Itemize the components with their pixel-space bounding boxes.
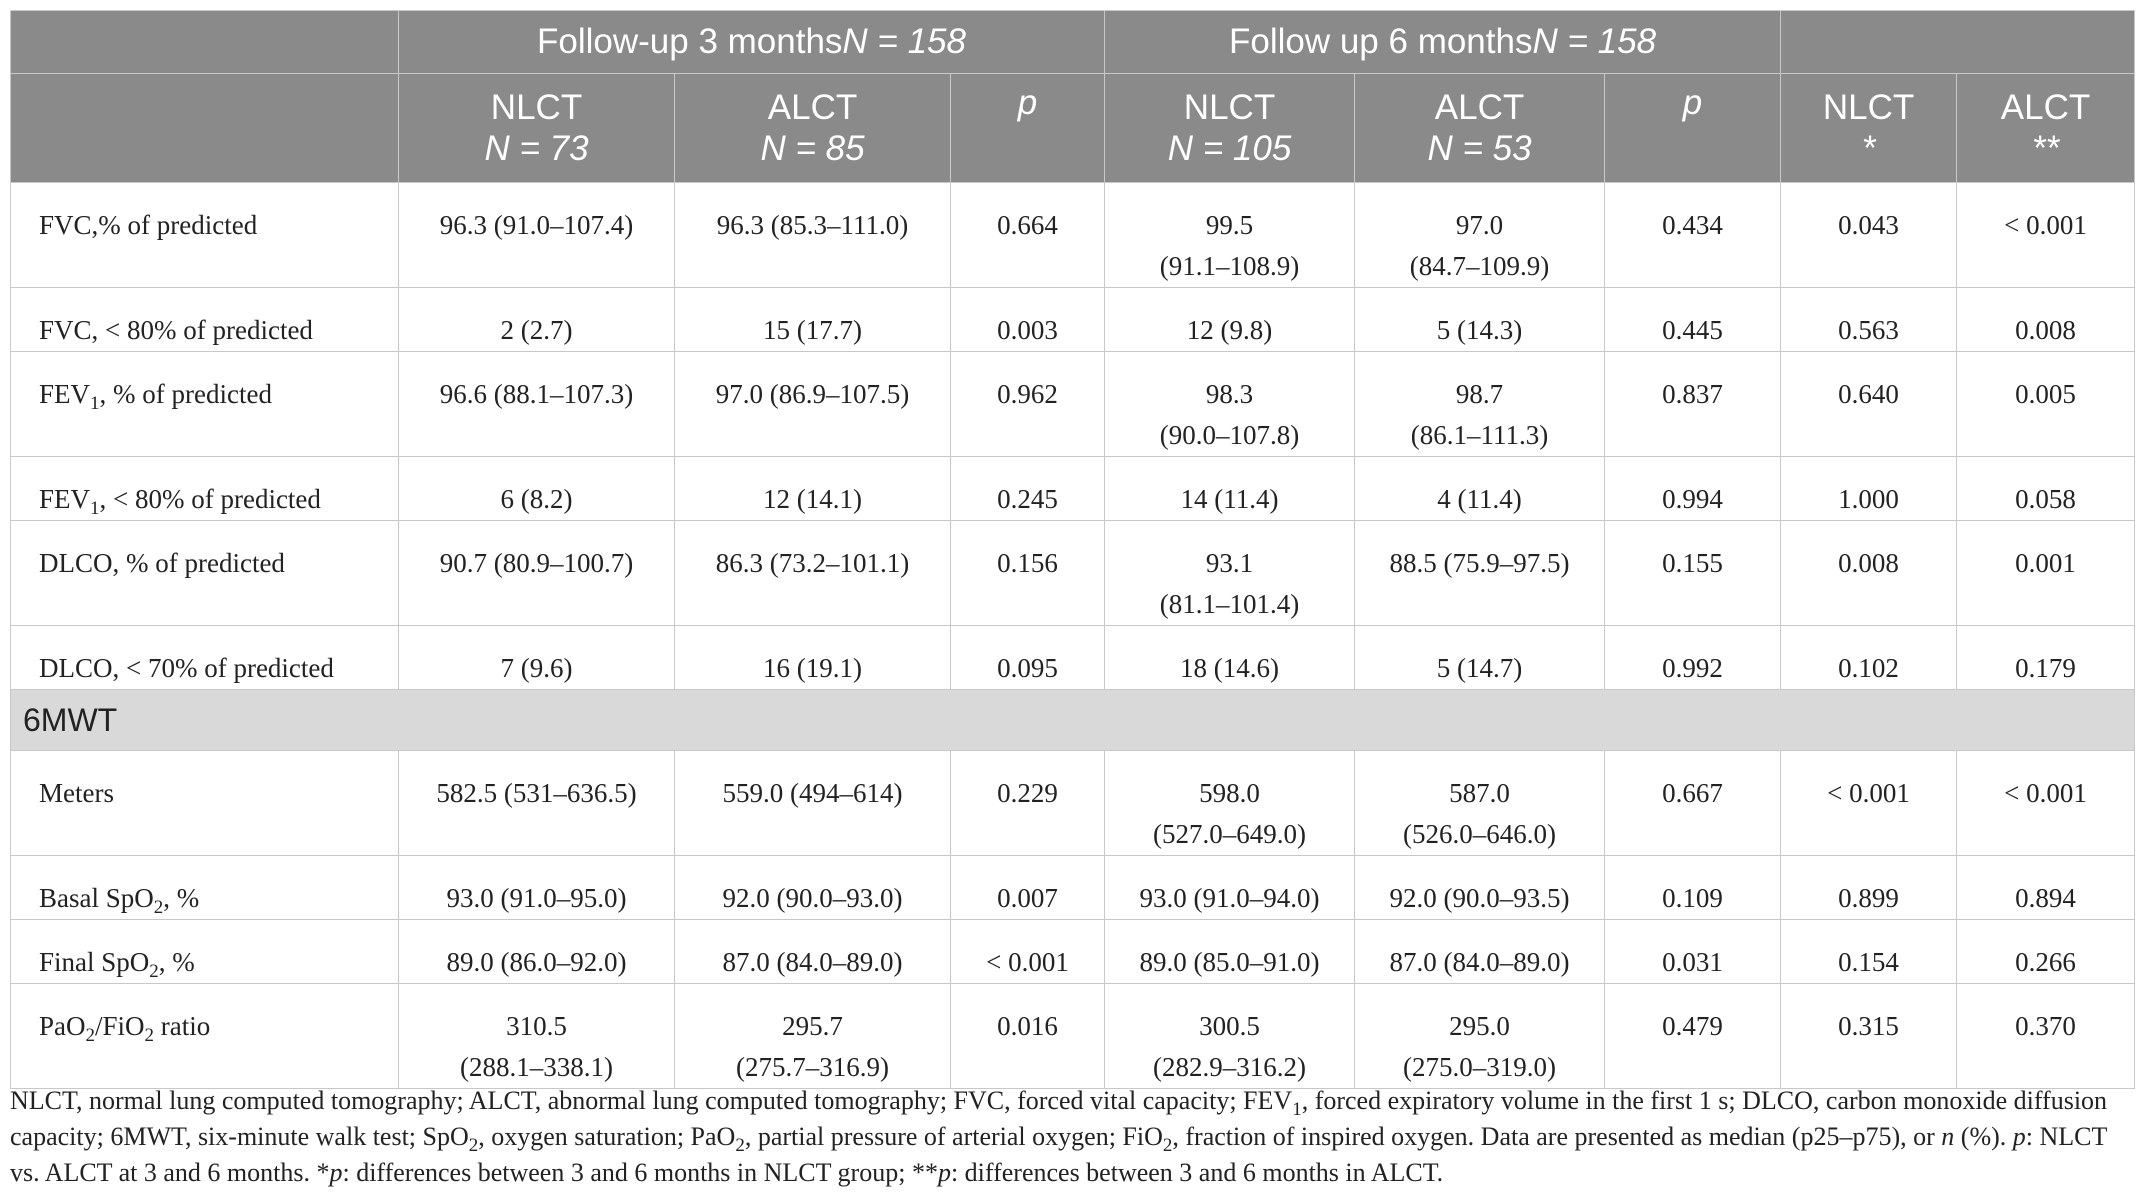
footnote-italic: p: [2012, 1122, 2026, 1151]
col-header-top: NLCT: [490, 88, 583, 127]
cell-value: 0.109: [1662, 883, 1723, 913]
table-cell: [1781, 457, 1957, 521]
cell-value: 15 (17.7): [763, 315, 862, 345]
group-title: Follow up 6 months: [1228, 22, 1533, 61]
table-cell: [399, 984, 675, 1089]
table-cell: [675, 856, 951, 920]
cell-value: 99.5: [1205, 210, 1254, 240]
table-cell: [1781, 183, 1957, 288]
table-cell: [1105, 352, 1355, 457]
cell-value: < 0.001: [986, 947, 1069, 977]
cell-value: 0.245: [997, 484, 1058, 514]
table-row: [11, 288, 2135, 352]
cell-value: 0.894: [2015, 883, 2076, 913]
cell-value: 0.563: [1838, 315, 1899, 345]
table-cell: [675, 183, 951, 288]
cell-value: 0.003: [997, 315, 1058, 345]
cell-value: (90.0–107.8): [1159, 420, 1300, 450]
table-row: [11, 984, 2135, 1089]
cell-value: 0.640: [1838, 379, 1899, 409]
table-cell: [951, 521, 1105, 626]
table-cell: [1781, 626, 1957, 690]
cell-value: 0.479: [1662, 1011, 1723, 1041]
table-cell: [1957, 626, 2135, 690]
cell-value: 5 (14.3): [1436, 315, 1523, 345]
table-cell: [1781, 352, 1957, 457]
table-cell: [1605, 183, 1781, 288]
footnote-italic: p: [329, 1158, 343, 1187]
footnote-subscript: 2: [468, 1135, 479, 1156]
table-cell: [1957, 352, 2135, 457]
cell-value: 1.000: [1838, 484, 1899, 514]
cell-value: 0.001: [2015, 548, 2076, 578]
table-cell: [951, 856, 1105, 920]
table-cell: [951, 183, 1105, 288]
cell-value: 0.229: [997, 778, 1058, 808]
table-cell: [1605, 751, 1781, 856]
label-text: , < 80% of predicted: [99, 484, 321, 514]
table-cell: [399, 352, 675, 457]
cell-value: (526.0–646.0): [1403, 819, 1556, 849]
col-header-sub: *: [1861, 129, 1876, 168]
col-header: [1355, 74, 1605, 183]
group-n: N = 158: [842, 22, 966, 61]
cell-value: 5 (14.7): [1436, 653, 1523, 683]
col-header-top: NLCT: [1822, 88, 1915, 127]
table-cell: [1105, 521, 1355, 626]
table-cell: [399, 183, 675, 288]
cell-value: 295.7: [782, 1011, 843, 1041]
cell-value: 0.179: [2015, 653, 2076, 683]
cell-value: < 0.001: [2004, 778, 2087, 808]
col-header-top: ALCT: [767, 88, 858, 127]
col-header: [675, 74, 951, 183]
col-header-sub: N = 73: [484, 129, 589, 168]
table-cell: [1957, 751, 2135, 856]
label-text: /FiO: [95, 1011, 145, 1041]
table-cell: [399, 288, 675, 352]
footnote-text: , forced expiratory volume in the first 1 s; DLCO, carbon monoxide diffusion capacity; 6MWT, six-minute walk test; SpO: [10, 1086, 2108, 1151]
cell-value: 12 (9.8): [1186, 315, 1273, 345]
table-row: [11, 920, 2135, 984]
table-cell: [1605, 984, 1781, 1089]
label-text: PaO: [39, 1011, 86, 1041]
cell-value: 0.992: [1662, 653, 1723, 683]
cell-value: 0.007: [997, 883, 1058, 913]
footnote-text: (%).: [1954, 1122, 2013, 1151]
cell-value: 0.155: [1662, 548, 1723, 578]
col-header: [951, 74, 1105, 183]
cell-value: 14 (11.4): [1180, 484, 1279, 514]
table-cell: [1605, 521, 1781, 626]
cell-value: 0.266: [2015, 947, 2076, 977]
footnote-italic: n: [1941, 1122, 1955, 1151]
cell-value: 2 (2.7): [500, 315, 573, 345]
col-header-sub: **: [2031, 129, 2060, 168]
cell-value: 87.0 (84.0–89.0): [1389, 947, 1570, 977]
footnote-text: , fraction of inspired oxygen. Data are presented as median (p25–p75), or: [1172, 1122, 1942, 1151]
cell-value: 598.0: [1199, 778, 1260, 808]
table-cell: [951, 984, 1105, 1089]
cell-value: 97.0 (86.9–107.5): [715, 379, 910, 409]
cell-value: 0.016: [997, 1011, 1058, 1041]
cell-value: 0.994: [1662, 484, 1723, 514]
header-row-columns: [11, 74, 2135, 183]
cell-value: 93.0 (91.0–94.0): [1139, 883, 1320, 913]
table-cell: [1781, 920, 1957, 984]
cell-value: (275.7–316.9): [736, 1052, 889, 1082]
header-row-groups: [11, 11, 2135, 74]
table-cell: [1957, 521, 2135, 626]
section-label: 6MWT: [11, 690, 2135, 751]
cell-value: 86.3 (73.2–101.1): [715, 548, 910, 578]
cell-value: 98.7: [1455, 379, 1504, 409]
table-cell: [1957, 984, 2135, 1089]
cell-value: 92.0 (90.0–93.5): [1389, 883, 1570, 913]
results-table: [10, 10, 2135, 1089]
table-footnote: [10, 1083, 2136, 1191]
label-text: FEV: [39, 379, 91, 409]
table-cell: [1957, 457, 2135, 521]
table-cell: [1355, 352, 1605, 457]
table-cell: [399, 751, 675, 856]
table-cell: [675, 626, 951, 690]
table-cell: [675, 288, 951, 352]
cell-value: 90.7 (80.9–100.7): [439, 548, 634, 578]
cell-value: 96.6 (88.1–107.3): [439, 379, 634, 409]
table-cell: [1957, 288, 2135, 352]
table-row: [11, 751, 2135, 856]
col-header-sub: N = 85: [760, 129, 865, 168]
table-cell: [1105, 856, 1355, 920]
label-text: FVC,% of predicted: [39, 210, 258, 240]
cell-value: 0.095: [997, 653, 1058, 683]
footnote-text: : NLCT vs. ALCT at 3 and 6 months. *: [10, 1122, 2107, 1187]
table-cell: [399, 626, 675, 690]
row-label: [11, 626, 399, 690]
footnote-subscript: 2: [1162, 1135, 1173, 1156]
cell-value: 88.5 (75.9–97.5): [1389, 548, 1570, 578]
table-cell: [399, 457, 675, 521]
label-text: FVC, < 80% of predicted: [39, 315, 313, 345]
footnote-subscript: 1: [1292, 1099, 1302, 1120]
table-cell: [675, 352, 951, 457]
col-header-top: NLCT: [1183, 88, 1276, 127]
label-text: Final SpO: [39, 947, 150, 977]
table-cell: [951, 352, 1105, 457]
table-cell: [1105, 626, 1355, 690]
cell-value: 93.0 (91.0–95.0): [446, 883, 627, 913]
group-n: N = 158: [1532, 22, 1657, 61]
col-header-top: ALCT: [1434, 88, 1525, 127]
table-cell: [1355, 984, 1605, 1089]
cell-value: 4 (11.4): [1437, 484, 1522, 514]
col-header: [1781, 74, 1957, 183]
cell-value: 0.315: [1838, 1011, 1899, 1041]
cell-value: 0.031: [1662, 947, 1723, 977]
col-header-top: ALCT: [2000, 88, 2091, 127]
table-cell: [1957, 183, 2135, 288]
header-empty-right: [1781, 11, 2135, 74]
cell-value: (86.1–111.3): [1410, 420, 1549, 450]
table-cell: [675, 457, 951, 521]
cell-value: 93.1: [1205, 548, 1254, 578]
cell-value: (91.1–108.9): [1159, 251, 1300, 281]
cell-value: 0.434: [1662, 210, 1723, 240]
cell-value: 87.0 (84.0–89.0): [722, 947, 903, 977]
col-header: [1957, 74, 2135, 183]
table-cell: [1355, 457, 1605, 521]
table-cell: [1105, 288, 1355, 352]
label-text: ratio: [154, 1011, 211, 1041]
row-label: [11, 856, 399, 920]
label-text: , % of predicted: [99, 379, 272, 409]
cell-value: 0.962: [997, 379, 1058, 409]
cell-value: 0.156: [997, 548, 1058, 578]
label-text: DLCO, < 70% of predicted: [39, 653, 334, 683]
label-subscript: 2: [144, 1025, 155, 1046]
table-cell: [951, 920, 1105, 984]
cell-value: 0.102: [1838, 653, 1899, 683]
table-cell: [1781, 288, 1957, 352]
table-cell: [1105, 920, 1355, 984]
row-label: [11, 352, 399, 457]
table-cell: [1605, 856, 1781, 920]
table-cell: [1781, 856, 1957, 920]
col-header: [399, 74, 675, 183]
label-subscript: 2: [153, 897, 164, 918]
header-group-3-months: [399, 11, 1105, 74]
label-text: , %: [163, 883, 200, 913]
cell-value: (84.7–109.9): [1409, 251, 1550, 281]
table-cell: [951, 751, 1105, 856]
label-text: FEV: [39, 484, 91, 514]
table-cell: [1957, 856, 2135, 920]
table-cell: [1605, 288, 1781, 352]
label-subscript: 2: [85, 1025, 95, 1046]
row-label: [11, 920, 399, 984]
table-cell: [1781, 521, 1957, 626]
label-subscript: 1: [90, 393, 100, 414]
cell-value: (288.1–338.1): [460, 1052, 613, 1082]
table-row: [11, 457, 2135, 521]
row-label: [11, 183, 399, 288]
cell-value: 310.5: [506, 1011, 567, 1041]
cell-value: 582.5 (531–636.5): [436, 778, 637, 808]
table-row: [11, 352, 2135, 457]
label-text: , %: [158, 947, 195, 977]
cell-value: < 0.001: [1827, 778, 1910, 808]
table-cell: [1105, 457, 1355, 521]
col-header-top: p: [1017, 83, 1038, 122]
cell-value: 0.667: [1662, 778, 1723, 808]
table-cell: [1957, 920, 2135, 984]
table-container: [10, 10, 2134, 1089]
cell-value: 0.154: [1838, 947, 1899, 977]
table-row: [11, 183, 2135, 288]
col-header-sub: N = 105: [1167, 129, 1292, 168]
cell-value: 97.0: [1455, 210, 1504, 240]
cell-value: 0.837: [1662, 379, 1723, 409]
table-cell: [1355, 920, 1605, 984]
row-label: [11, 521, 399, 626]
cell-value: 92.0 (90.0–93.0): [722, 883, 903, 913]
row-label: [11, 984, 399, 1089]
footnote-italic: p: [937, 1158, 951, 1187]
header-empty-label: [11, 74, 399, 183]
col-header-sub: N = 53: [1427, 129, 1532, 168]
label-text: Basal SpO: [39, 883, 154, 913]
table-cell: [951, 626, 1105, 690]
footnote-text: : differences between 3 and 6 months in NLCT group; **: [342, 1158, 938, 1187]
label-subscript: 2: [149, 961, 159, 982]
row-label: [11, 457, 399, 521]
cell-value: 0.005: [2015, 379, 2076, 409]
table-cell: [1105, 984, 1355, 1089]
cell-value: 0.058: [2015, 484, 2076, 514]
table-cell: [1355, 288, 1605, 352]
group-title: Follow-up 3 months: [537, 22, 843, 61]
footnote-text: , oxygen saturation; PaO: [478, 1122, 736, 1151]
table-cell: [675, 751, 951, 856]
table-cell: [1355, 521, 1605, 626]
cell-value: 0.445: [1662, 315, 1723, 345]
table-row: [11, 521, 2135, 626]
label-text: DLCO, % of predicted: [39, 548, 285, 578]
cell-value: 0.370: [2015, 1011, 2076, 1041]
table-cell: [951, 457, 1105, 521]
cell-value: 89.0 (86.0–92.0): [446, 947, 627, 977]
table-cell: [399, 521, 675, 626]
table-cell: [1105, 183, 1355, 288]
row-label: [11, 751, 399, 856]
footnote-text: : differences between 3 and 6 months in ALCT.: [950, 1158, 1444, 1187]
cell-value: 295.0: [1449, 1011, 1510, 1041]
table-cell: [1355, 183, 1605, 288]
cell-value: 18 (14.6): [1180, 653, 1279, 683]
footnote-text: , partial pressure of arterial oxygen; FiO: [744, 1122, 1163, 1151]
table-row: [11, 626, 2135, 690]
cell-value: 96.3 (85.3–111.0): [716, 210, 909, 240]
section-row: [11, 690, 2135, 751]
cell-value: 300.5: [1199, 1011, 1260, 1041]
cell-value: 6 (8.2): [500, 484, 573, 514]
col-header-top: p: [1682, 83, 1703, 122]
cell-value: 587.0: [1449, 778, 1510, 808]
cell-value: 0.008: [2015, 315, 2076, 345]
row-label: [11, 288, 399, 352]
cell-value: (275.0–319.0): [1403, 1052, 1556, 1082]
table-cell: [1605, 920, 1781, 984]
table-row: [11, 856, 2135, 920]
cell-value: 0.664: [997, 210, 1058, 240]
cell-value: 0.008: [1838, 548, 1899, 578]
table-cell: [1105, 751, 1355, 856]
cell-value: 96.3 (91.0–107.4): [439, 210, 634, 240]
cell-value: 559.0 (494–614): [722, 778, 903, 808]
table-cell: [675, 920, 951, 984]
cell-value: (81.1–101.4): [1159, 589, 1300, 619]
cell-value: (527.0–649.0): [1153, 819, 1306, 849]
label-text: Meters: [39, 778, 114, 808]
table-cell: [675, 984, 951, 1089]
cell-value: 0.043: [1838, 210, 1899, 240]
table-cell: [1605, 626, 1781, 690]
footnote-subscript: 2: [735, 1135, 745, 1156]
cell-value: 12 (14.1): [763, 484, 862, 514]
cell-value: 16 (19.1): [763, 653, 862, 683]
cell-value: 0.899: [1838, 883, 1899, 913]
table-cell: [1605, 352, 1781, 457]
table-cell: [399, 920, 675, 984]
col-header: [1105, 74, 1355, 183]
table-cell: [1355, 751, 1605, 856]
table-body: [11, 183, 2135, 1089]
header-group-6-months: [1105, 11, 1781, 74]
cell-value: 89.0 (85.0–91.0): [1139, 947, 1320, 977]
cell-value: < 0.001: [2004, 210, 2087, 240]
label-subscript: 1: [90, 498, 100, 519]
table-cell: [675, 521, 951, 626]
table-cell: [399, 856, 675, 920]
table-cell: [951, 288, 1105, 352]
header-empty-corner: [11, 11, 399, 74]
cell-value: 98.3: [1205, 379, 1254, 409]
table-cell: [1781, 984, 1957, 1089]
cell-value: (282.9–316.2): [1153, 1052, 1306, 1082]
footnote-text: NLCT, normal lung computed tomography; ALCT, abnormal lung computed tomography; FVC, forced vital capacity; FEV: [10, 1086, 1293, 1115]
table-cell: [1355, 626, 1605, 690]
table-cell: [1605, 457, 1781, 521]
cell-value: 7 (9.6): [500, 653, 573, 683]
table-cell: [1781, 751, 1957, 856]
table-cell: [1355, 856, 1605, 920]
col-header: [1605, 74, 1781, 183]
